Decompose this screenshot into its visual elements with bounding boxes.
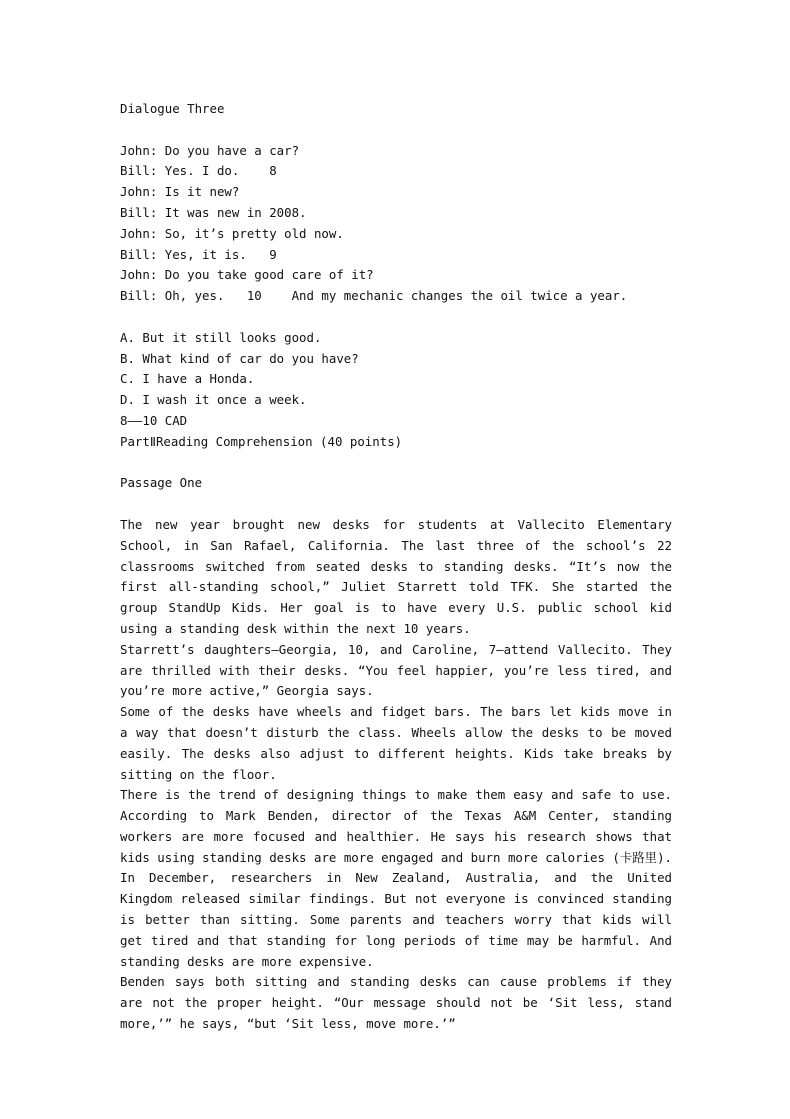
passage-body xyxy=(120,515,672,1035)
dialogue-line: Bill: Yes, it is. 9 xyxy=(120,246,277,262)
passage-title: Passage One xyxy=(120,475,203,491)
passage-paragraph: The new year brought new desks for students at Vallecito Elementary School, in San Rafael, California. The last three of the school’s 22 classrooms switched from seated desks to standing desks. “It’s now the first all-standing school,” Juliet Starrett told TFK. She started the group StandUp Kids. Her goal is to have every U.S. public school kid using a standing desk within the next 10 years. xyxy=(120,516,672,636)
option-c: C. I have a Honda. xyxy=(120,371,255,387)
dialogue-line: John: So, it’s pretty old now. xyxy=(120,225,344,241)
spacer xyxy=(120,307,672,328)
passage-paragraph: Some of the desks have wheels and fidget bars. The bars let kids move in a way that doesn’t disturb the class. Wheels allow the desks to be moved easily. The desks also adjust to different heights. Kids take breaks by sitting on the floor. xyxy=(120,704,672,782)
dialogue-lines xyxy=(120,141,672,307)
dialogue-line: Bill: It was new in 2008. xyxy=(120,204,307,220)
spacer xyxy=(120,494,672,515)
spacer xyxy=(120,453,672,474)
dialogue-line: John: Is it new? xyxy=(120,184,240,200)
option-b: B. What kind of car do you have? xyxy=(120,350,359,366)
passage-paragraph: Benden says both sitting and standing desks can cause problems if they are not the proper height. “Our message should not be ‘Sit less, stand more,’” he says, “but ‘Sit less, move more.’” xyxy=(120,974,672,1032)
dialogue-options xyxy=(120,328,672,411)
dialogue-line: Bill: Oh, yes. 10 And my mechanic changes the oil twice a year. xyxy=(120,288,628,304)
option-a: A. But it still looks good. xyxy=(120,329,322,345)
passage-paragraph: There is the trend of designing things to make them easy and safe to use. According to Mark Benden, director of the Texas A&M Center, standing workers are more focused and healthier. He says his research shows that kids using standing desks are more engaged and burn more calories (卡路里). In December, researchers in New Zealand, Australia, and the United Kingdom released similar findings. But not everyone is convinced standing is better than sitting. Some parents and teachers worry that kids will get tired and that standing for long periods of time may be harmful. And standing desks are more expensive. xyxy=(120,787,672,969)
spacer xyxy=(120,120,672,141)
part-heading: PartⅡReading Comprehension (40 points) xyxy=(120,433,403,449)
document-content xyxy=(120,99,672,1035)
dialogue-line: Bill: Yes. I do. 8 xyxy=(120,163,277,179)
passage-paragraph: Starrett’s daughters—Georgia, 10, and Caroline, 7—attend Vallecito. They are thrilled with their desks. “You feel happier, you’re less tired, and you’re more active,” Georgia says. xyxy=(120,641,672,699)
option-d: D. I wash it once a week. xyxy=(120,392,307,408)
dialogue-line: John: Do you have a car? xyxy=(120,142,300,158)
dialogue-line: John: Do you take good care of it? xyxy=(120,267,374,283)
answer-key: 8——10 CAD xyxy=(120,412,188,428)
dialogue-title: Dialogue Three xyxy=(120,101,225,116)
